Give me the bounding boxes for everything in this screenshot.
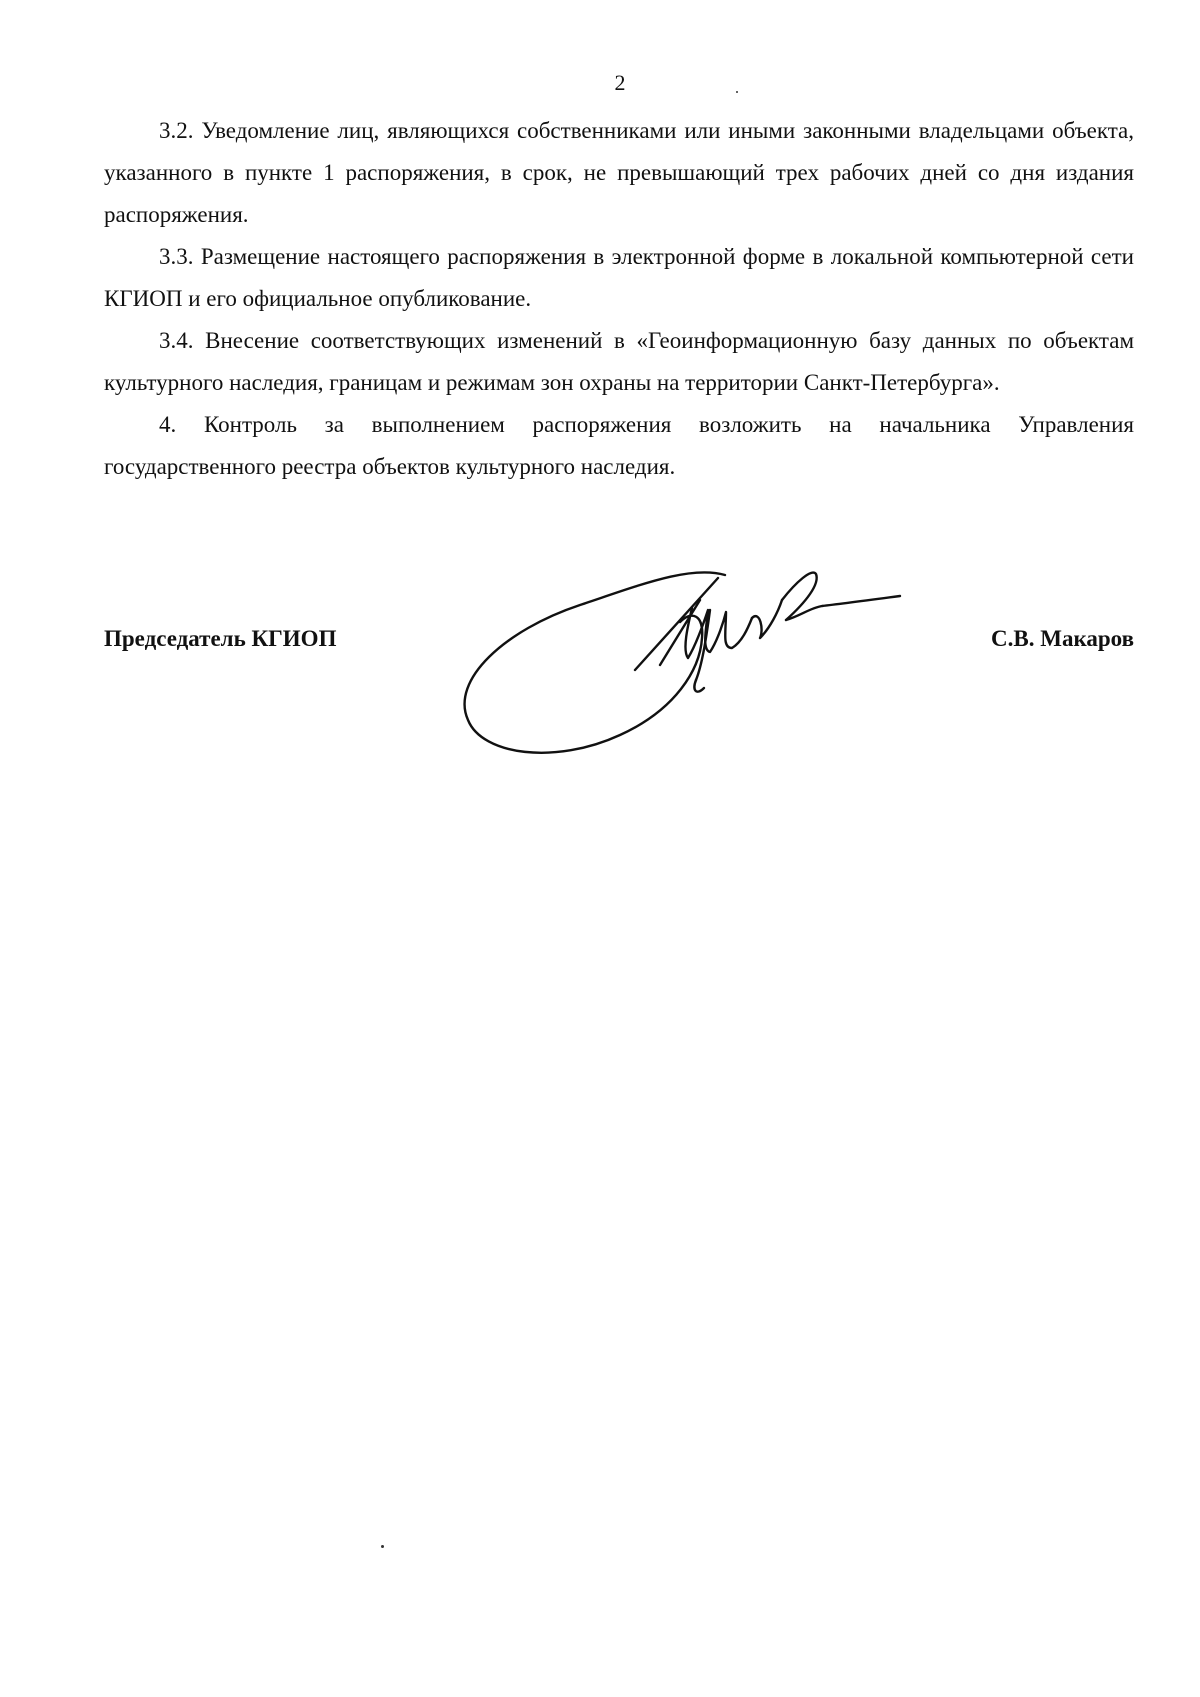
scan-speck [381, 1545, 384, 1548]
scan-speck [736, 91, 738, 93]
paragraph-3-3: 3.3. Размещение настоящего распоряжения в электронной форме в локальной компьютерной сети КГИОП и его официальное опубликование. [104, 244, 1134, 311]
page-number: 2 [614, 70, 626, 95]
paragraph-3-4: 3.4. Внесение соответствующих изменений в «Геоинформационную базу данных по объектам культурного наследия, границам и режимам зон охраны на территории Санкт-Петербурга». [104, 328, 1134, 395]
document-body [104, 110, 1134, 488]
signatory-name: С.В. Макаров [991, 626, 1134, 651]
signatory-title: Председатель КГИОП [104, 626, 337, 651]
handwritten-signature [460, 570, 940, 790]
paragraph-4: 4. Контроль за выполнением распоряжения возложить на начальника Управления государственного реестра объектов культурного наследия. [104, 412, 1134, 479]
paragraph-3-2: 3.2. Уведомление лиц, являющихся собственниками или иными законными владельцами объекта, указанного в пункте 1 распоряжения, в срок, не превышающий трех рабочих дней со дня издания распоряжения. [104, 118, 1134, 227]
